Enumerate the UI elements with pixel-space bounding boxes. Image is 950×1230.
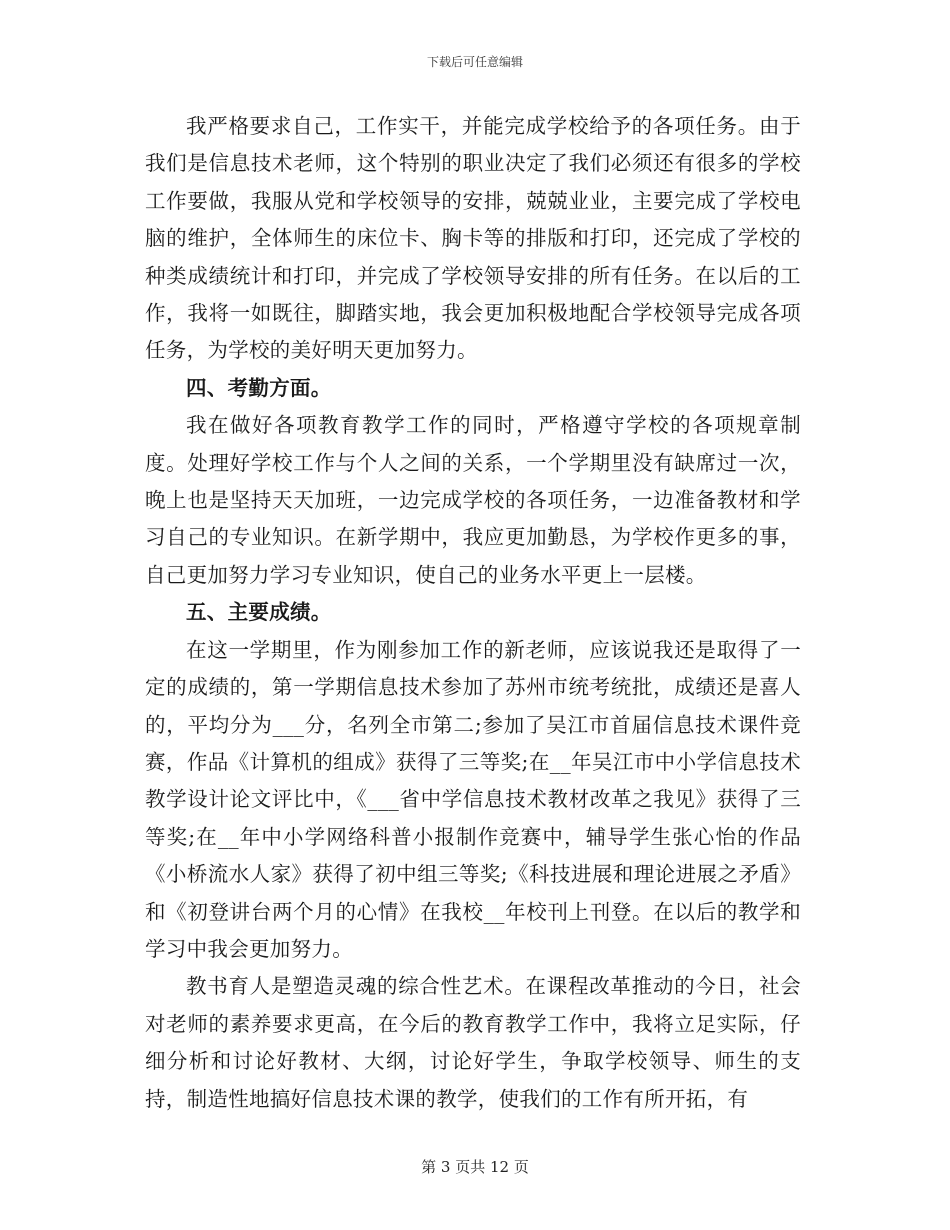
document-body <box>145 108 801 1118</box>
heading-attendance: 四、考勤方面。 <box>186 375 332 400</box>
paragraph-work-tasks: 我严格要求自己，工作实干，并能完成学校给予的各项任务。由于我们是信息技术老师，这个特别的职业决定了我们必须还有很多的学校工作要做，我服从党和学校领导的安排，兢兢业业，主要完成了学校电脑的维护，全体师生的床位卡、胸卡等的排版和打印，还完成了学校的种类成绩统计和打印，并完成了学校领导安排的所有任务。在以后的工作，我将一如既往，脚踏实地，我会更加积极地配合学校领导完成各项任务，为学校的美好明天更加努力。 <box>145 114 801 363</box>
header-note: 下载后可任意编辑 <box>426 55 523 69</box>
paragraph-conclusion: 教书育人是塑造灵魂的综合性艺术。在课程改革推动的今日，社会对老师的素养要求更高，在今后的教育教学工作中，我将立足实际，仔细分析和讨论好教材、大纲，讨论好学生，争取学校领导、师生的支持，制造性地搞好信息技术课的教学，使我们的工作有所开拓，有 <box>145 974 801 1111</box>
paragraph-achievements: 在这一学期里，作为刚参加工作的新老师，应该说我还是取得了一定的成绩的，第一学期信息技术参加了苏州市统考统批，成绩还是喜人的，平均分为___分，名列全市第二;参加了吴江市首届信息技术课件竞赛，作品《计算机的组成》获得了三等奖;在__年吴江市中小学信息技术教学设计论文评比中，《___省中学信息技术教材改革之我见》获得了三等奖;在__年中小学网络科普小报制作竞赛中，辅导学生张心怡的作品《小桥流水人家》获得了初中组三等奖;《科技进展和理论进展之矛盾》和《初登讲台两个月的心情》在我校__年校刊上刊登。在以后的教学和学习中我会更加努力。 <box>145 637 801 961</box>
page-number: 第 3 页共 12 页 <box>421 1158 529 1176</box>
heading-achievements: 五、主要成绩。 <box>186 600 332 625</box>
paragraph-attendance: 我在做好各项教育教学工作的同时，严格遵守学校的各项规章制度。处理好学校工作与个人之间的关系，一个学期里没有缺席过一次，晚上也是坚持天天加班，一边完成学校的各项任务，一边准备教材和学习自己的专业知识。在新学期中，我应更加勤恳，为学校作更多的事，自己更加努力学习专业知识，使自己的业务水平更上一层楼。 <box>145 413 801 587</box>
